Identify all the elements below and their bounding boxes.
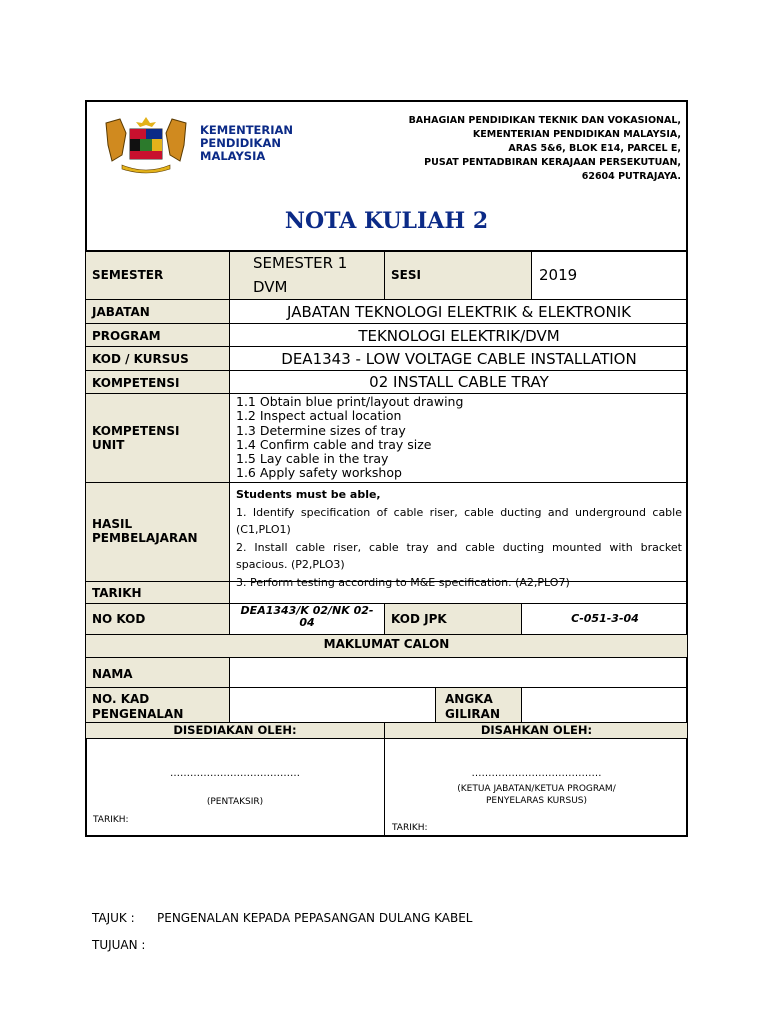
ketua-line: PENYELARAS KURSUS) xyxy=(485,796,588,806)
ketua-line: (KETUA JABATAN/KETUA PROGRAM/ xyxy=(457,784,616,794)
list-item: 2. Install cable riser, cable tray and cable ducting mounted with bracket spacious. (P2,PLO3) xyxy=(236,540,682,571)
list-item: 1.6 Apply safety workshop xyxy=(236,465,402,481)
jabatan-label: JABATAN xyxy=(92,305,150,319)
tarikh-sign-left: TARIKH: xyxy=(93,815,129,825)
no-kad-label xyxy=(92,692,183,722)
address-line: KEMENTERIAN PENDIDIKAN MALAYSIA, xyxy=(472,129,681,140)
sesi-label: SESI xyxy=(391,268,421,282)
no-kod-label: NO KOD xyxy=(92,612,146,626)
list-item: 3. Perform testing according to M&E specification. (A2,PLO7) xyxy=(236,575,570,589)
angka-giliran-label xyxy=(445,692,500,722)
ministry-line: MALAYSIA xyxy=(200,149,266,163)
semester-label: SEMESTER xyxy=(92,268,164,282)
label-line: KOMPETENSI xyxy=(92,424,180,438)
no-kod-value xyxy=(230,605,384,629)
value-line: 04 xyxy=(299,616,315,629)
tarikh-sign-right: TARIKH: xyxy=(392,823,428,833)
sesi-value: 2019 xyxy=(539,266,578,284)
list-item: 1.2 Inspect actual location xyxy=(236,408,402,424)
value-line: DEA1343/K 02/NK 02- xyxy=(240,604,374,617)
ketua-label xyxy=(385,783,688,807)
address-line: PUSAT PENTADBIRAN KERAJAAN PERSEKUTUAN, xyxy=(424,157,681,168)
program-label: PROGRAM xyxy=(92,329,161,343)
label-line: GILIRAN xyxy=(445,707,500,721)
signature-line-right: ………………………………… xyxy=(471,768,602,779)
address-line: ARAS 5&6, BLOK E14, PARCEL E, xyxy=(508,143,681,154)
hasil-list xyxy=(236,486,682,591)
document-title: NOTA KULIAH 2 xyxy=(284,208,489,234)
disediakan-label: DISEDIAKAN OLEH: xyxy=(173,723,297,737)
tajuk-label: TAJUK : xyxy=(92,911,135,925)
kod-kursus-value: DEA1343 - LOW VOLTAGE CABLE INSTALLATION xyxy=(281,350,637,368)
hasil-intro: Students must be able, xyxy=(236,488,381,501)
list-item: 1.4 Confirm cable and tray size xyxy=(236,436,432,452)
kompetensi-value: 02 INSTALL CABLE TRAY xyxy=(369,373,549,391)
label-line: PENGENALAN xyxy=(92,707,184,721)
pentaksir-label: (PENTAKSIR) xyxy=(206,797,264,807)
list-item: 1. Identify specification of cable riser, cable ducting and underground cable (C1,PLO1) xyxy=(236,505,682,536)
semester-value: SEMESTER 1 xyxy=(253,254,348,272)
address-line: 62604 PUTRAJAYA. xyxy=(581,171,681,182)
kompetensi-unit-label xyxy=(92,424,179,452)
kompetensi-unit-list xyxy=(236,395,463,481)
list-item: 1.3 Determine sizes of tray xyxy=(236,422,406,438)
label-line: HASIL xyxy=(92,517,133,531)
semester-value-line2: DVM xyxy=(253,278,288,296)
list-item: 1.5 Lay cable in the tray xyxy=(236,451,389,467)
tajuk-value: PENGENALAN KEPADA PEPASANGAN DULANG KABEL xyxy=(157,911,473,925)
kod-kursus-label: KOD / KURSUS xyxy=(92,352,189,366)
ministry-line: KEMENTERIAN xyxy=(200,123,294,137)
tarikh-label: TARIKH xyxy=(92,586,142,600)
address-block xyxy=(400,114,681,184)
address-line: BAHAGIAN PENDIDIKAN TEKNIK DAN VOKASIONAL, xyxy=(408,115,681,126)
jabatan-value: JABATAN TEKNOLOGI ELEKTRIK & ELEKTRONIK xyxy=(287,303,631,321)
kod-jpk-value: C-051-3-04 xyxy=(571,612,639,625)
program-value: TEKNOLOGI ELEKTRIK/DVM xyxy=(358,327,560,345)
ministry-line: PENDIDIKAN xyxy=(200,136,281,150)
hasil-label xyxy=(92,517,198,545)
disahkan-label: DISAHKAN OLEH: xyxy=(480,723,593,737)
maklumat-calon-heading: MAKLUMAT CALON xyxy=(323,637,450,651)
malaysia-crest-icon xyxy=(100,115,192,177)
label-line: UNIT xyxy=(92,438,125,452)
tujuan-label: TUJUAN : xyxy=(92,938,146,952)
nama-label: NAMA xyxy=(92,667,133,681)
label-line: NO. KAD xyxy=(92,692,150,706)
ministry-name xyxy=(200,124,293,163)
list-item: 1.1 Obtain blue print/layout drawing xyxy=(236,394,464,409)
signature-line-left: ………………………………… xyxy=(170,768,300,779)
kompetensi-label: KOMPETENSI xyxy=(92,376,180,390)
label-line: ANGKA xyxy=(445,692,493,706)
kod-jpk-label: KOD JPK xyxy=(391,612,447,626)
label-line: PEMBELAJARAN xyxy=(92,531,198,545)
